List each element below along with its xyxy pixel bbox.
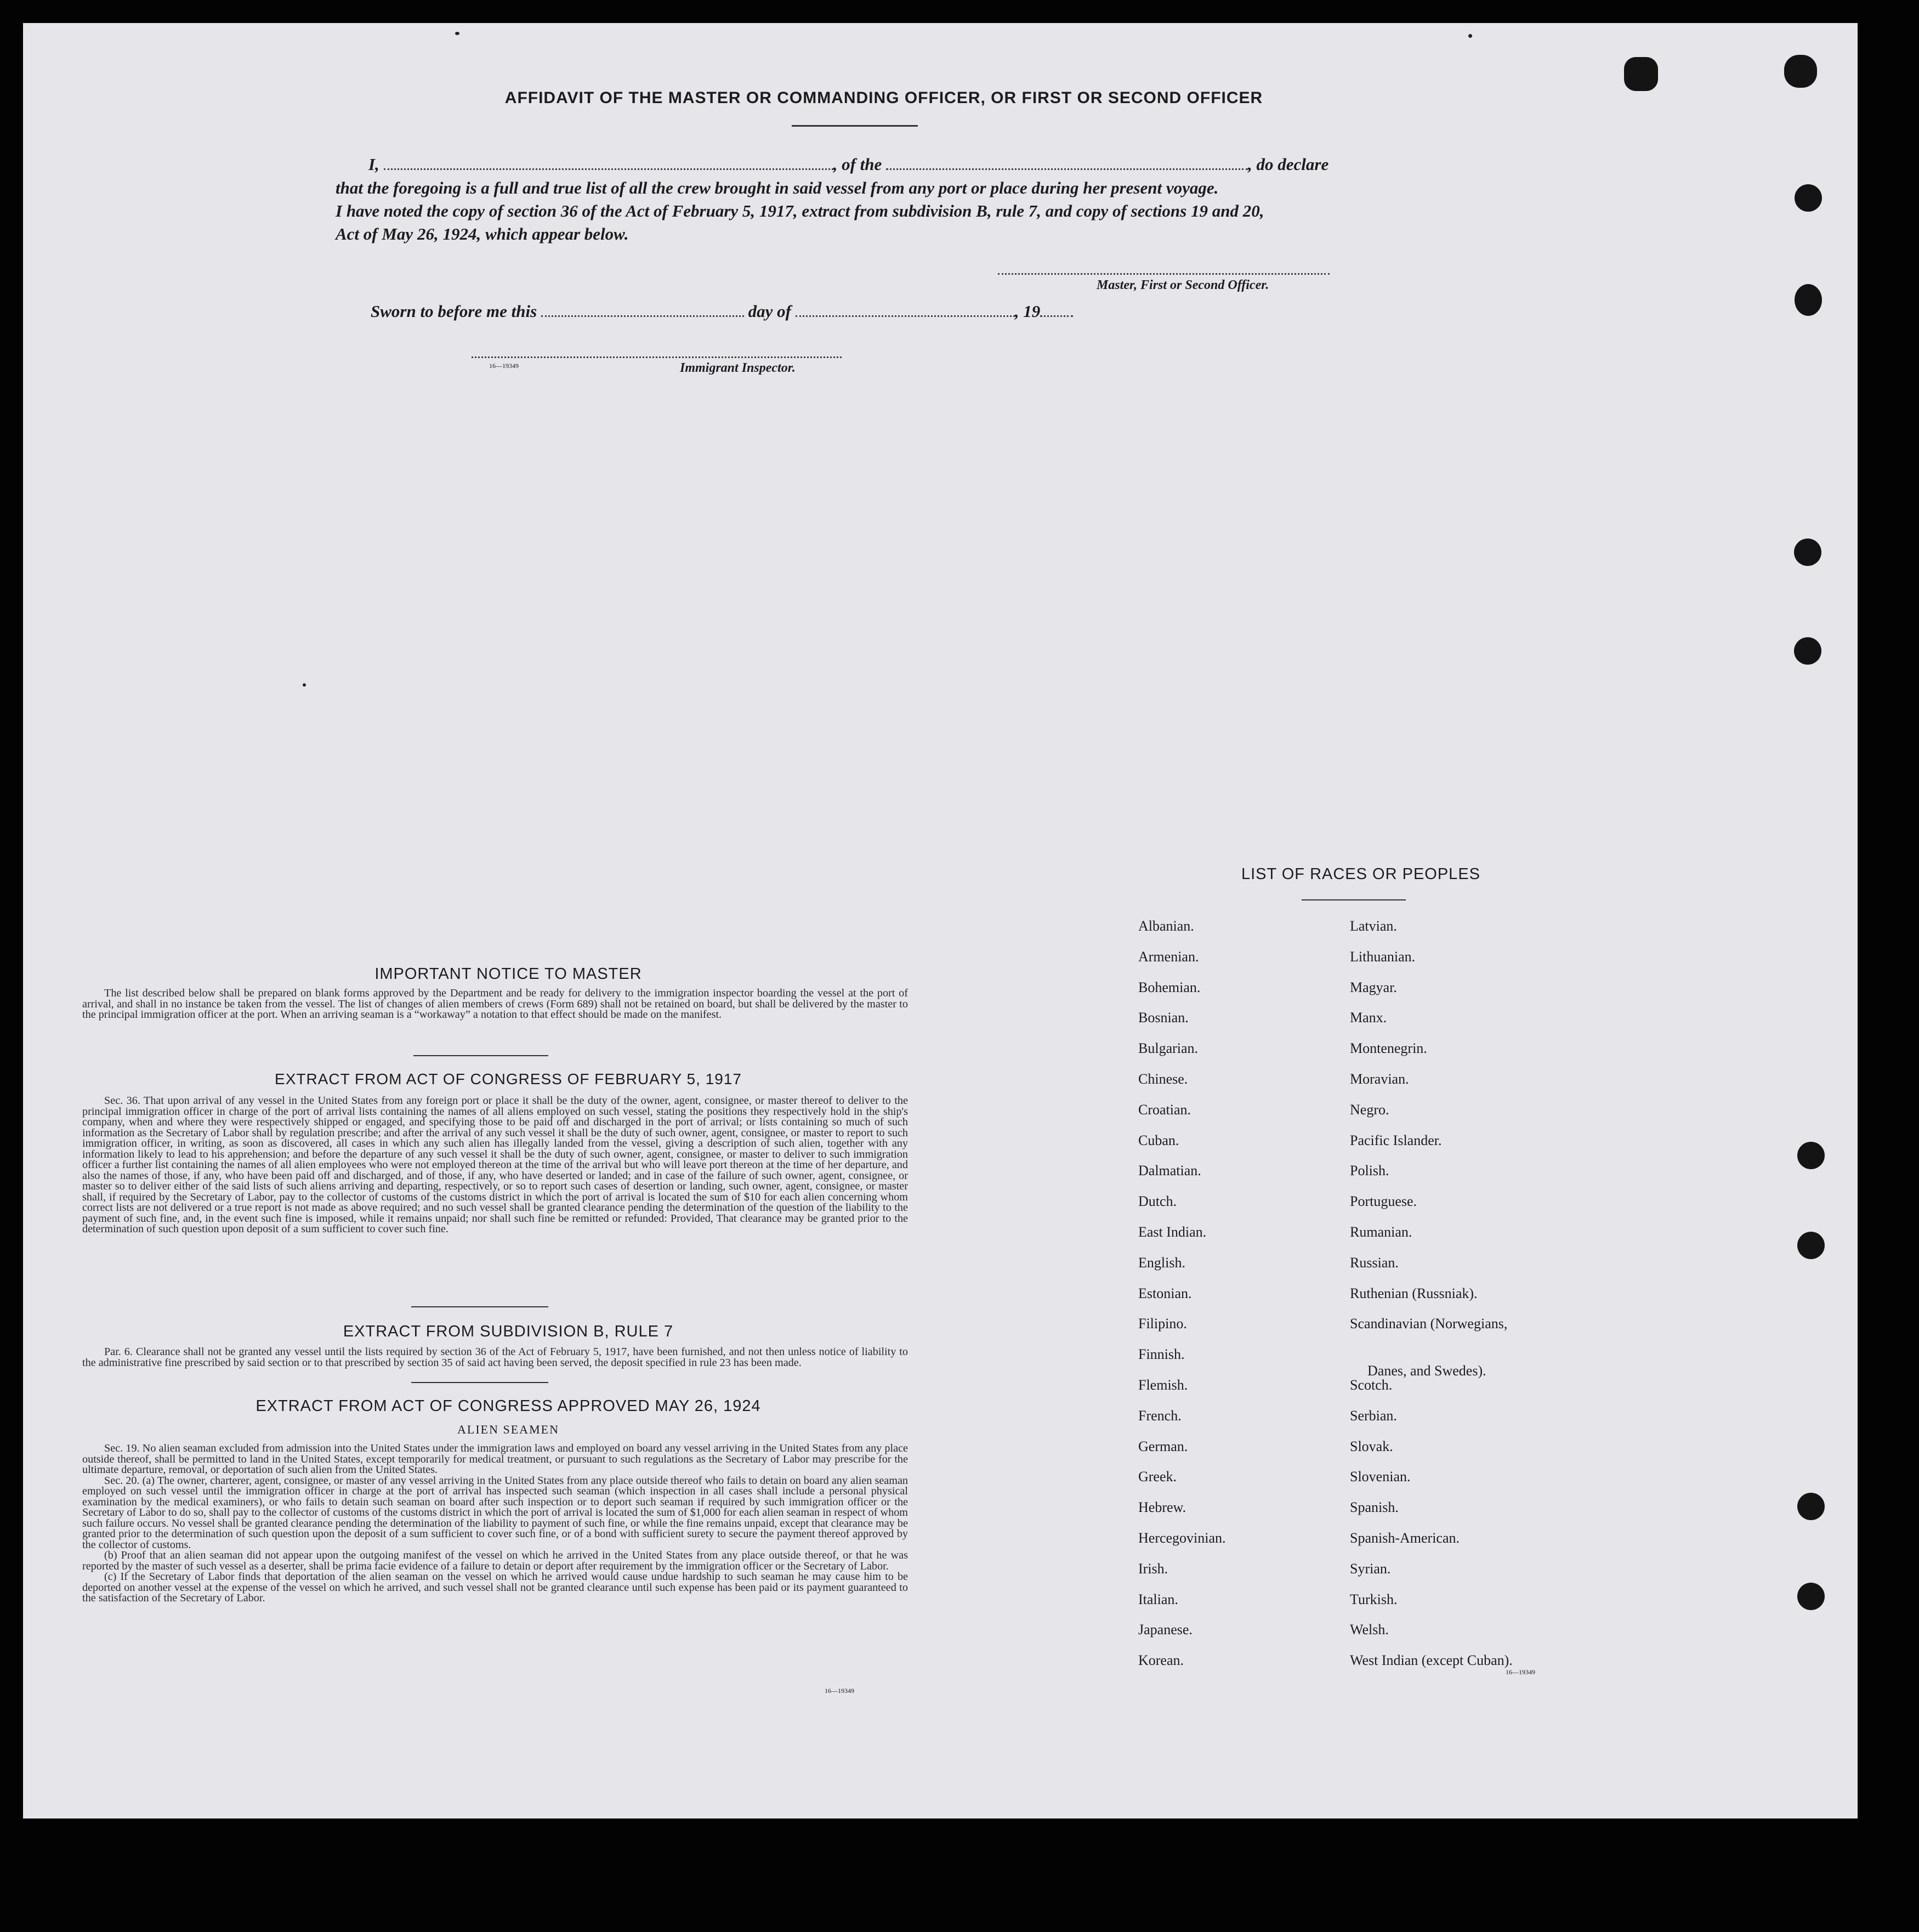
race-item: Manx. — [1350, 1010, 1387, 1026]
race-item: Japanese. — [1138, 1622, 1193, 1638]
punch-hole-2 — [1795, 284, 1822, 316]
race-item: Syrian. — [1350, 1560, 1391, 1577]
speck — [303, 683, 306, 687]
declaration-of-the: , of the — [833, 155, 882, 174]
race-item: Hebrew. — [1138, 1499, 1186, 1516]
race-item: Polish. — [1350, 1163, 1389, 1179]
race-item: Ruthenian (Russniak). — [1350, 1285, 1478, 1301]
punch-hole-1 — [1795, 184, 1822, 212]
race-item: Chinese. — [1138, 1071, 1188, 1087]
race-item: French. — [1138, 1407, 1182, 1424]
race-item: German. — [1138, 1438, 1188, 1454]
race-item: Cuban. — [1138, 1132, 1179, 1148]
sec-20c-paragraph: (c) If the Secretary of Labor finds that deportation of the alien seaman on the vessel on which he arrived would cause undue hardship to such seaman he may cause him to be deported on another vessel at the expense of the vessel on which he arrived, and such vessel shall not be granted clearance until such expense has been paid or its payment guaranteed to the satisfaction of the Secretary of Labor. — [82, 1571, 908, 1604]
race-item: Dutch. — [1138, 1193, 1177, 1210]
race-item: Bohemian. — [1138, 979, 1201, 995]
race-item: Korean. — [1138, 1652, 1184, 1669]
race-item: Croatian. — [1138, 1101, 1191, 1118]
name-blank[interactable] — [384, 154, 833, 170]
extract-1924-title: EXTRACT FROM ACT OF CONGRESS APPROVED MAY 26, 1924 — [256, 1397, 761, 1415]
punch-hole-5 — [1797, 1142, 1825, 1169]
inspector-caption: Immigrant Inspector. — [680, 361, 796, 375]
alien-seamen-subtitle: ALIEN SEAMEN — [457, 1423, 559, 1436]
race-item: Latvian. — [1350, 918, 1397, 934]
sec-20a-paragraph: Sec. 20. (a) The owner, charterer, agent, consignee, or master of any vessel arriving in the United States from any place outside thereof who fails to detain on board any alien seaman employed on such vessel until the immigration officer in charge at the port of arrival has inspected such seaman (which inspection in all cases shall include a personal physical examination by the medical examiners), or who fails to detain such seaman on board after such inspection or to deport such seaman if required by such immigration officer or the Secretary of Labor to do so, shall pay to the collector of customs of the customs district in which the port of arrival is located the sum of $1,000 for each alien seaman in respect of whom such failure occurs. No vessel shall be granted clearance pending the determination of the liability to payment of such fine, or while the fine remains unpaid, except that clearance may be granted prior to the determination of such question upon the deposit of a sum sufficient to cover such fine, or of a bond with sufficient surety to secure the payment thereof approved by the collector of customs. — [82, 1474, 908, 1551]
race-item: Danes, and Swedes). — [1367, 1363, 1486, 1379]
race-item: Filipino. — [1138, 1316, 1187, 1332]
extract-1924-text — [82, 1443, 908, 1604]
extract-1917-divider — [411, 1306, 548, 1307]
sworn-line — [371, 299, 1073, 323]
sworn-year: , 19 — [1014, 302, 1041, 321]
races-form-number: 16—19349 — [1506, 1668, 1535, 1676]
race-item: Turkish. — [1350, 1591, 1398, 1607]
master-caption: Master, First or Second Officer. — [1097, 278, 1269, 292]
affidavit-title: AFFIDAVIT OF THE MASTER OR COMMANDING OFFICER, OR FIRST OR SECOND OFFICER — [504, 89, 1263, 107]
extract-1917-title: EXTRACT FROM ACT OF CONGRESS OF FEBRUARY 5, 1917 — [275, 1070, 742, 1087]
punch-hole-3 — [1794, 539, 1821, 566]
punch-hole-4 — [1794, 637, 1821, 665]
punch-hole-6 — [1797, 1232, 1825, 1259]
race-item: Portuguese. — [1350, 1193, 1417, 1210]
race-item: Magyar. — [1350, 979, 1397, 995]
sworn-day-blank[interactable] — [541, 301, 744, 317]
race-item: Flemish. — [1138, 1377, 1188, 1393]
rule-7-title: EXTRACT FROM SUBDIVISION B, RULE 7 — [343, 1323, 674, 1340]
par-6-paragraph: Par. 6. Clearance shall not be granted any vessel until the lists required by section 36 of the Act of February 5, 1917, have been furnished, and not then unless notice of liability to the administrative fine prescribed by said section or to that prescribed by section 35 of said act having been served, the deposit specified in rule 23 has been made. — [82, 1346, 908, 1369]
punch-hole-8 — [1797, 1583, 1825, 1610]
declaration-line-1 — [368, 152, 1328, 176]
race-item: Dalmatian. — [1138, 1163, 1201, 1179]
notice-paragraph: The list described below shall be prepared on blank forms approved by the Department and be ready for delivery to the immigration inspector boarding the vessel at the port of arrival, and shall in no instance be taken from the vessel. The list of changes of alien members of crews (Form 689) shall not be retained on board, but shall be delivered by the master to the principal immigration officer at the port. When an arriving seaman is a “workaway” a notation to that effect should be made on the manifest. — [82, 987, 908, 1021]
race-item: Bulgarian. — [1138, 1040, 1199, 1057]
race-item: Armenian. — [1138, 948, 1199, 965]
race-item: Welsh. — [1350, 1622, 1389, 1638]
declaration-line-3: I have noted the copy of section 36 of the Act of February 5, 1917, extract from subdivision B, rule 7, and copy of sections 19 and 20, — [336, 201, 1264, 220]
race-item: Rumanian. — [1350, 1224, 1412, 1240]
affidavit-form-number: 16—19349 — [489, 362, 519, 370]
speck — [1468, 34, 1472, 38]
title-divider — [792, 125, 918, 127]
declaration-line-2: that the foregoing is a full and true list of all the crew brought in said vessel from any port or place during her present voyage. — [336, 178, 1219, 197]
races-divider — [1302, 899, 1406, 900]
sec-20b-paragraph: (b) Proof that an alien seaman did not appear upon the outgoing manifest of the vessel on which he arrived in the United States from any place outside thereof, or that he was reported by the master of such vessel as a deserter, shall be prima facie evidence of a failure to detain or deport after requirement by the immigration officer or the Secretary of Labor. — [82, 1549, 908, 1572]
race-item: English. — [1138, 1254, 1185, 1271]
notice-title: IMPORTANT NOTICE TO MASTER — [374, 965, 642, 983]
extract-form-number: 16—19349 — [825, 1687, 854, 1695]
race-item: Bosnian. — [1138, 1010, 1189, 1026]
race-item: Scandinavian (Norwegians, — [1350, 1316, 1508, 1332]
race-item: Estonian. — [1138, 1285, 1192, 1301]
sec-19-paragraph: Sec. 19. No alien seaman excluded from admission into the United States under the immigration laws and employed on board any vessel arriving in the United States from any place outside thereof, shall be permitted to land in the United States, except temporarily for medical treatment, or pursuant to such regulations as the Secretary of Labor may prescribe for the ultimate departure, removal, or deportation of such alien from the United States. — [82, 1442, 908, 1476]
race-item: Russian. — [1350, 1254, 1399, 1271]
rule-7-text — [82, 1347, 908, 1368]
sworn-month-blank[interactable] — [796, 301, 1015, 317]
sec-36-paragraph: Sec. 36. That upon arrival of any vessel in the United States from any foreign port or place it shall be the duty of the owner, agent, consignee, or master thereof to deliver to the principal immigration officer in charge of the port of arrival lists containing the names of all aliens employed on such vessel, stating the positions they respectively hold in the ship's company, when and where they were respectively shipped or engaged, and specifying those to be paid off and discharged in the port of arrival; or lists containing so much of such information as the Secretary of Labor shall by regulation prescribe; and after the arrival of any such vessel it shall be the duty of such owner, agent, consignee, or master to report to such immigration officer, in writing, as soon as discovered, all cases in which any such alien has illegally landed from the vessel, giving a description of such alien, together with any information likely to lead to his apprehension; and before the departure of any such vessel it shall be the duty of such owner, agent, consignee, or master to deliver to such immigration officer a further list containing the names of all alien employees who were not employed thereon at the time of the arrival but who will leave port thereon at the time of her departure, and also the names of those, if any, who have been paid off and discharged, and of those, if any, who have deserted or landed; and in case of the failure of such owner, agent, consignee, or master so to deliver either of the said lists of such aliens arriving and departing, respectively, or so to report such cases of desertion or landing, such owner, agent, consignee, or master shall, if required by the Secretary of Labor, pay to the collector of customs of the customs district in which the port of arrival is located the sum of $10 for each alien concerning whom correct lists are not delivered or a true report is not made as above required; and no such vessel shall be granted clearance pending the determination of the question of the liability to the payment of such fine, and, in the event such fine is imposed, while it remains unpaid; nor shall such fine be remitted or refunded: Provided, That clearance may be granted prior to the determination of such question upon deposit of a sum sufficient to cover such fine. — [82, 1095, 908, 1235]
races-title: LIST OF RACES OR PEOPLES — [1241, 865, 1481, 883]
notice-divider — [413, 1055, 548, 1056]
extract-1917-text — [82, 1096, 908, 1235]
race-item: Spanish-American. — [1350, 1530, 1460, 1546]
notice-text — [82, 988, 908, 1021]
race-item: Lithuanian. — [1350, 948, 1416, 965]
race-item: Serbian. — [1350, 1407, 1397, 1424]
punch-hole-top-1 — [1624, 57, 1658, 91]
race-item: Negro. — [1350, 1101, 1389, 1118]
race-item: Spanish. — [1350, 1499, 1399, 1516]
race-item: Slovak. — [1350, 1438, 1393, 1454]
punch-hole-top-2 — [1784, 55, 1817, 88]
speck — [455, 32, 459, 35]
punch-hole-7 — [1797, 1493, 1825, 1520]
race-item: Pacific Islander. — [1350, 1132, 1442, 1148]
race-item: Montenegrin. — [1350, 1040, 1427, 1057]
race-item: Hercegovinian. — [1138, 1530, 1226, 1546]
inspector-signature-line[interactable] — [472, 356, 842, 358]
race-item: West Indian (except Cuban). — [1350, 1652, 1513, 1669]
race-item: Irish. — [1138, 1560, 1168, 1577]
race-item: Albanian. — [1138, 918, 1194, 934]
sworn-label: Sworn to before me this — [371, 302, 537, 321]
race-item: Moravian. — [1350, 1071, 1409, 1087]
race-item: Scotch. — [1350, 1377, 1393, 1393]
declaration-line-4: Act of May 26, 1924, which appear below. — [336, 224, 629, 243]
race-item: Finnish. — [1138, 1346, 1185, 1363]
declaration-i: I, — [368, 155, 379, 174]
sworn-day-of: day of — [748, 302, 791, 321]
race-item: Slovenian. — [1350, 1469, 1411, 1485]
document-page — [23, 23, 1858, 1818]
sworn-year-blank[interactable] — [1040, 301, 1073, 317]
declaration-do-declare: , do declare — [1248, 155, 1329, 174]
vessel-blank[interactable] — [886, 154, 1248, 170]
race-item: East Indian. — [1138, 1224, 1207, 1240]
rule-7-divider — [411, 1382, 548, 1383]
race-item: Greek. — [1138, 1469, 1177, 1485]
master-signature-line[interactable] — [998, 273, 1330, 275]
race-item: Italian. — [1138, 1591, 1178, 1607]
